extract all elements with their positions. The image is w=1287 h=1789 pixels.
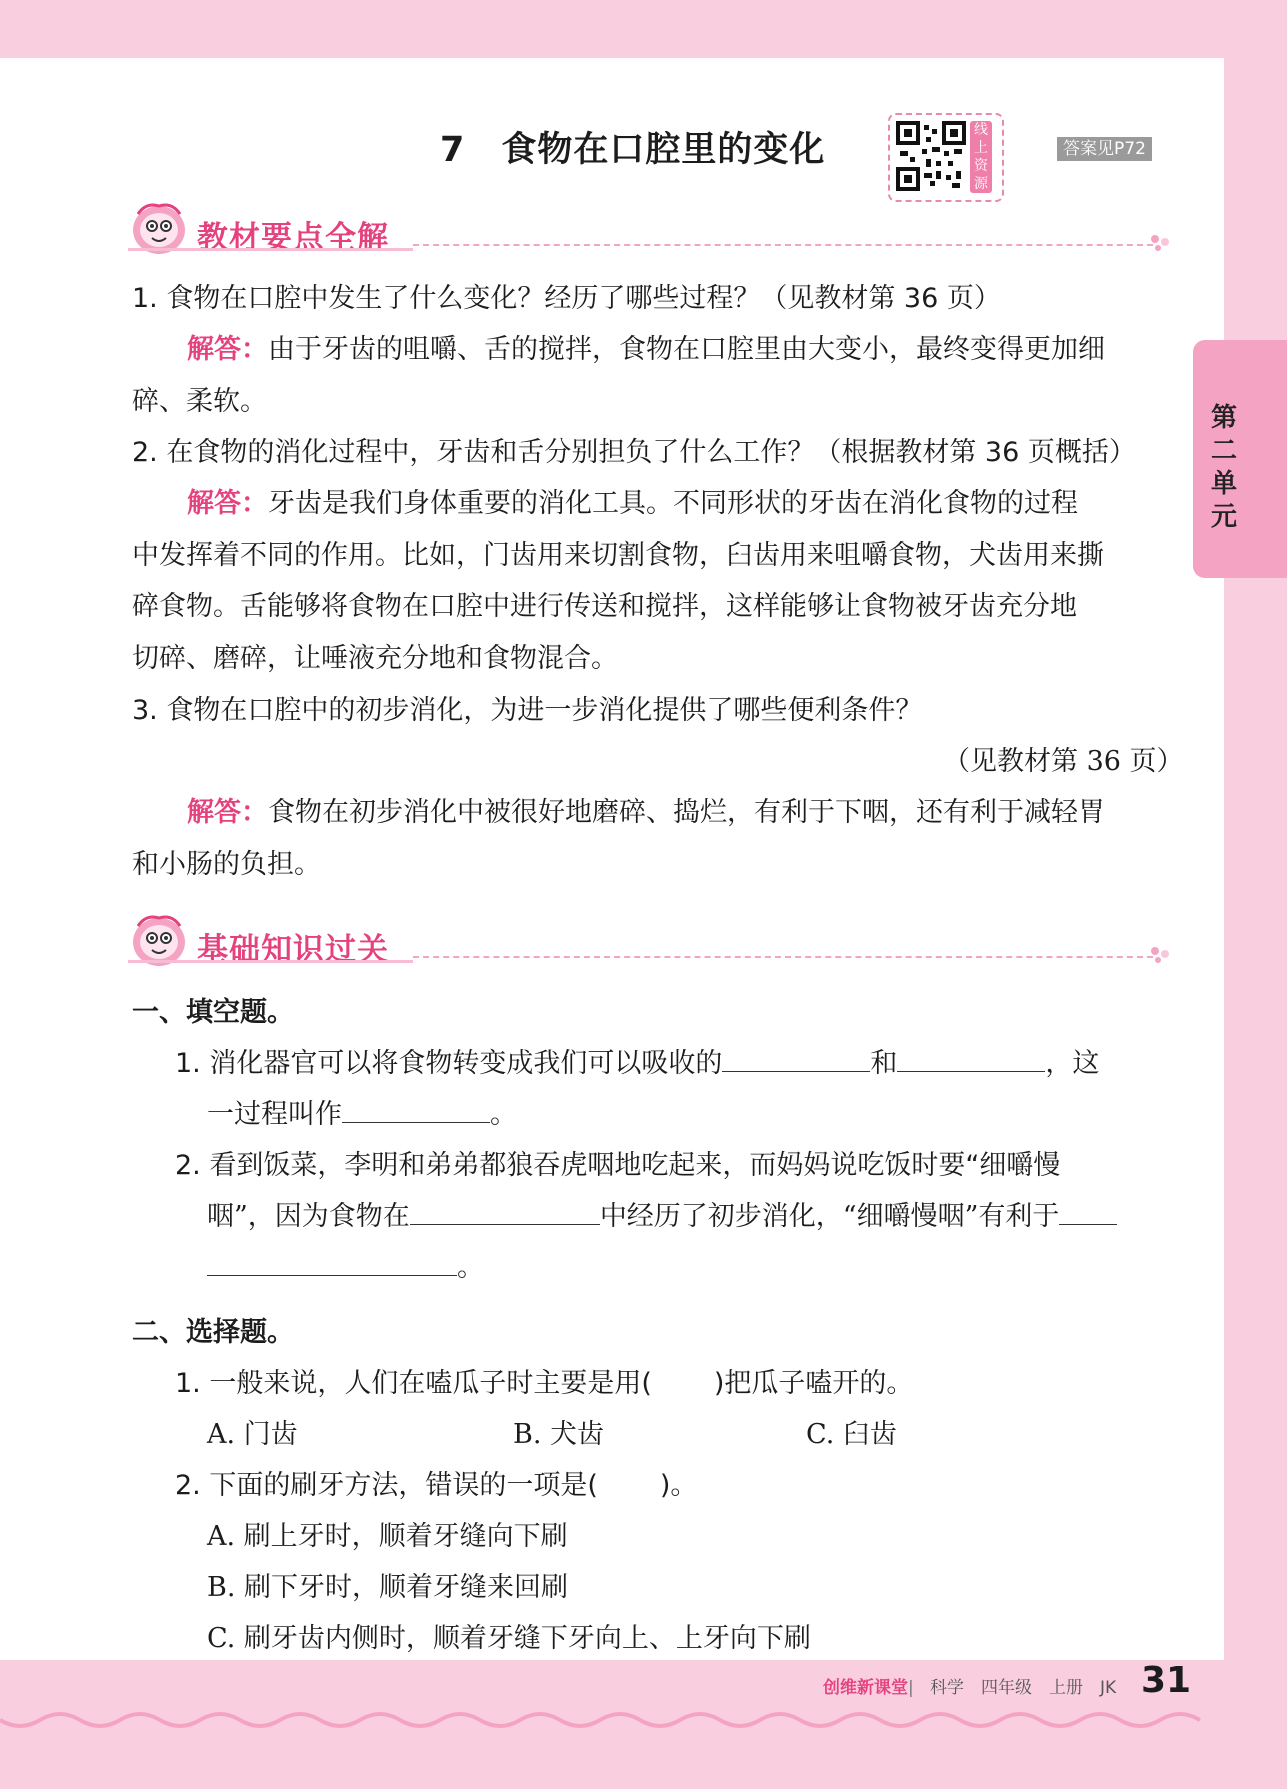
choice-question-1	[175, 1361, 913, 1400]
fill-q2-text: 咽”，因为食物在	[207, 1201, 410, 1232]
choice-q2-option-b[interactable]: B. 刷下牙时，顺着牙缝来回刷	[207, 1572, 569, 1603]
question-2: 2. 在食物的消化过程中，牙齿和舌分别担负了什么工作？（根据教材第 36 页概括）	[132, 437, 1136, 468]
fill-q1-text: 1. 消化器官可以将食物转变成我们可以吸收的	[175, 1048, 723, 1079]
fill-blank-5-cont[interactable]	[207, 1249, 457, 1276]
question-1: 1. 食物在口腔中发生了什么变化？经历了哪些过程？（见教材第 36 页）	[132, 283, 1001, 314]
answer-3-text: 食物在初步消化中被很好地磨碎、捣烂，有利于下咽，还有利于减轻胃	[268, 797, 1105, 828]
fill-question-2-line-2	[207, 1194, 1117, 1233]
fill-q2-text-2: 中经历了初步消化，“细嚼慢咽”有利于	[599, 1201, 1060, 1232]
section-heading-label: 基础知识过关	[197, 932, 389, 968]
footer-brand	[823, 1673, 914, 1698]
answer-3-line-1	[187, 790, 1105, 829]
fill-q1-text-2: 一过程叫作	[207, 1099, 342, 1130]
answer-1-text: 由于牙齿的咀嚼、舌的搅拌，食物在口腔里由大变小，最终变得更加细	[268, 334, 1105, 365]
choice-title: 二、选择题。	[132, 1317, 294, 1348]
choice-q2-option-a[interactable]: A. 刷上牙时，顺着牙缝向下刷	[207, 1521, 568, 1552]
answer-2-line-4: 切碎、磨碎，让唾液充分地和食物混合。	[132, 643, 618, 674]
question-3: 3. 食物在口腔中的初步消化，为进一步消化提供了哪些便利条件？	[132, 695, 923, 726]
fill-question-1-line-2	[207, 1092, 517, 1131]
fill-blank-3[interactable]	[342, 1096, 490, 1123]
choice-q1-option-a[interactable]: A. 门齿	[207, 1419, 298, 1450]
section-heading-textbook-points	[128, 200, 1173, 260]
choice-q2-option-c[interactable]: C. 刷牙齿内侧时，顺着牙缝下牙向上、上牙向下刷	[207, 1623, 811, 1654]
fill-q2-end: 。	[457, 1252, 484, 1283]
footer-book-info: 科学 四年级 上册 JK	[930, 1678, 1117, 1698]
fill-blank-5[interactable]	[1059, 1198, 1117, 1225]
answer-2-text: 牙齿是我们身体重要的消化工具。不同形状的牙齿在消化食物的过程	[268, 488, 1078, 519]
fill-blank-2[interactable]	[897, 1045, 1045, 1072]
heading-dashed-line	[413, 956, 1153, 958]
decorative-dots-icon	[1149, 234, 1173, 252]
heading-dashed-line	[413, 244, 1153, 246]
footer-brand-name: 创维新课堂	[823, 1678, 908, 1698]
heading-underline	[128, 248, 413, 251]
answer-2-line-1	[187, 481, 1078, 520]
footer-separator: |	[908, 1678, 914, 1698]
choice-q1-option-c[interactable]: C. 臼齿	[806, 1419, 897, 1450]
answer-label: 解答：	[187, 334, 268, 365]
fill-question-2-line-1: 2. 看到饭菜，李明和弟弟都狼吞虎咽地吃起来，而妈妈说吃饭时要“细嚼慢	[175, 1150, 1061, 1181]
fill-q1-tail: ，这	[1045, 1048, 1100, 1079]
choice-question-2	[175, 1463, 697, 1502]
fill-blank-4[interactable]	[410, 1198, 600, 1225]
answer-reference-badge: 答案见P72	[1057, 137, 1152, 161]
fill-q1-and: 和	[870, 1048, 898, 1079]
choice-q2-stem: 2. 下面的刷牙方法，错误的一项是(	[175, 1470, 598, 1501]
choice-q2-stem-end: )。	[659, 1470, 698, 1501]
fill-question-2-line-3	[207, 1245, 484, 1284]
choice-q1-option-b[interactable]: B. 犬齿	[513, 1419, 605, 1450]
qr-resource-box[interactable]	[888, 113, 1004, 202]
decorative-dots-icon	[1149, 946, 1173, 964]
qr-tag-label: 线上资源	[970, 121, 992, 193]
unit-side-tab	[1193, 340, 1287, 578]
section-heading-basic-knowledge	[128, 912, 1173, 972]
answer-2-line-2: 中发挥着不同的作用。比如，门齿用来切割食物，臼齿用来咀嚼食物，犬齿用来撕	[132, 540, 1104, 571]
unit-side-tab-label: 第二单元	[1210, 403, 1237, 532]
choice-q1-stem-end: )把瓜子嗑开的。	[713, 1368, 914, 1399]
question-3-reference: （见教材第 36 页）	[943, 746, 1184, 777]
page-number: 31	[1141, 1660, 1192, 1701]
answer-label: 解答：	[187, 797, 268, 828]
section-heading-label: 教材要点全解	[197, 220, 389, 256]
qr-code-icon[interactable]	[896, 121, 966, 191]
answer-label: 解答：	[187, 488, 268, 519]
fill-blank-title: 一、填空题。	[132, 997, 294, 1028]
choice-q1-stem: 1. 一般来说，人们在嗑瓜子时主要是用(	[175, 1368, 652, 1399]
heading-underline	[128, 960, 413, 963]
fill-question-1-line-1	[175, 1041, 1099, 1080]
fill-q1-end: 。	[490, 1099, 517, 1130]
answer-1-line-2: 碎、柔软。	[132, 386, 267, 417]
answer-2-line-3: 碎食物。舌能够将食物在口腔中进行传送和搅拌，这样能够让食物被牙齿充分地	[132, 591, 1077, 622]
answer-1-line-1	[187, 327, 1105, 366]
fill-blank-1[interactable]	[722, 1045, 870, 1072]
answer-3-line-2: 和小肠的负担。	[132, 849, 321, 880]
page-title: 7 食物在口腔里的变化	[440, 130, 826, 170]
